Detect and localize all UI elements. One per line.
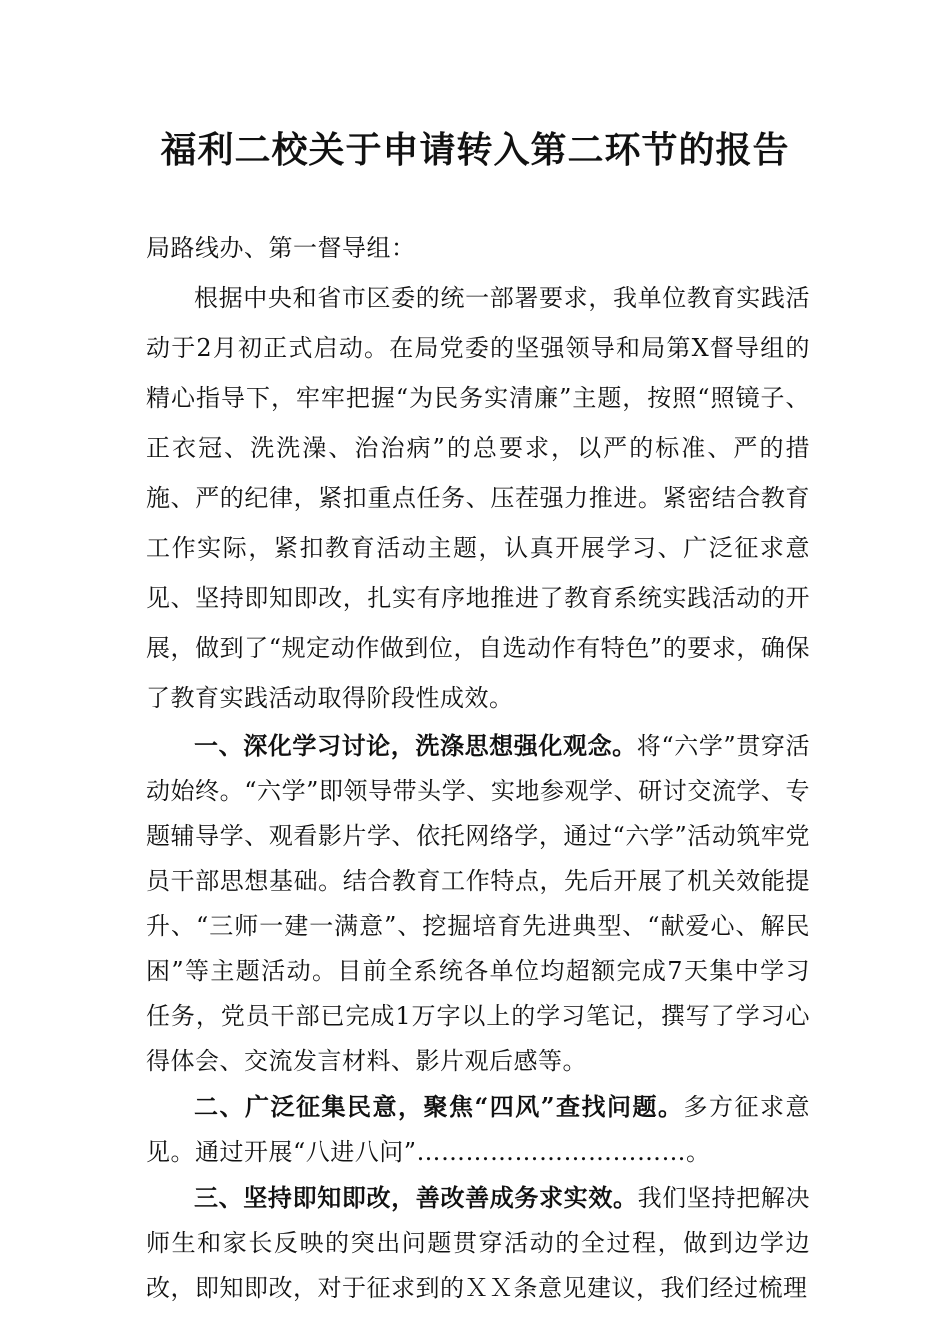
- section-paragraph-3: [146, 1175, 810, 1311]
- section-paragraph-2: [146, 1084, 810, 1175]
- section-heading-2: 二、广泛征集民意，聚焦“四风”查找问题。: [194, 1092, 684, 1121]
- document-title: 福利二校关于申请转入第二环节的报告: [160, 129, 790, 171]
- section-heading-3: 三、坚持即知即改，善改善成务求实效。: [194, 1183, 638, 1212]
- document-body: [146, 223, 810, 1311]
- section-text-2: 多方征求意见。通过开展“八进八问”……………………………。: [146, 1093, 811, 1166]
- salutation: 局路线办、第一督导组：: [146, 234, 416, 262]
- intro-paragraph: 根据中央和省市区委的统一部署要求，我单位教育实践活动于2月初正式启动。在局党委的坚强领导和局第X督导组的精心指导下，牢牢把握“为民务实清廉”主题，按照“照镜子、正衣冠、洗洗澡、治治病”的总要求，以严的标准、严的措施、严的纪律，紧扣重点任务、压茬强力推进。紧密结合教育工作实际，紧扣教育活动主题，认真开展学习、广泛征求意见、坚持即知即改，扎实有序地推进了教育系统实践活动的开展，做到了“规定动作做到位，自选动作有特色”的要求，确保了教育实践活动取得阶段性成效。: [146, 284, 810, 712]
- section-paragraph-1: [146, 723, 810, 1084]
- section-text-3: 我们坚持把解决师生和家长反映的突出问题贯穿活动的全过程，做到边学边改，即知即改，对于征求到的ＸＸ条意见建议，我们经过梳理: [146, 1184, 810, 1302]
- section-heading-1: 一、深化学习讨论，洗涤思想强化观念。: [194, 731, 637, 760]
- section-text-1: 将“六学”贯穿活动始终。“六学”即领导带头学、实地参观学、研讨交流学、专题辅导学、观看影片学、依托网络学，通过“六学”活动筑牢党员干部思想基础。结合教育工作特点，先后开展了机关效能提升、“三师一建一满意”、挖掘培育先进典型、“献爱心、解民困”等主题活动。目前全系统各单位均超额完成7天集中学习任务，党员干部已完成1万字以上的学习笔记，撰写了学习心得体会、交流发言材料、影片观后感等。: [146, 732, 810, 1075]
